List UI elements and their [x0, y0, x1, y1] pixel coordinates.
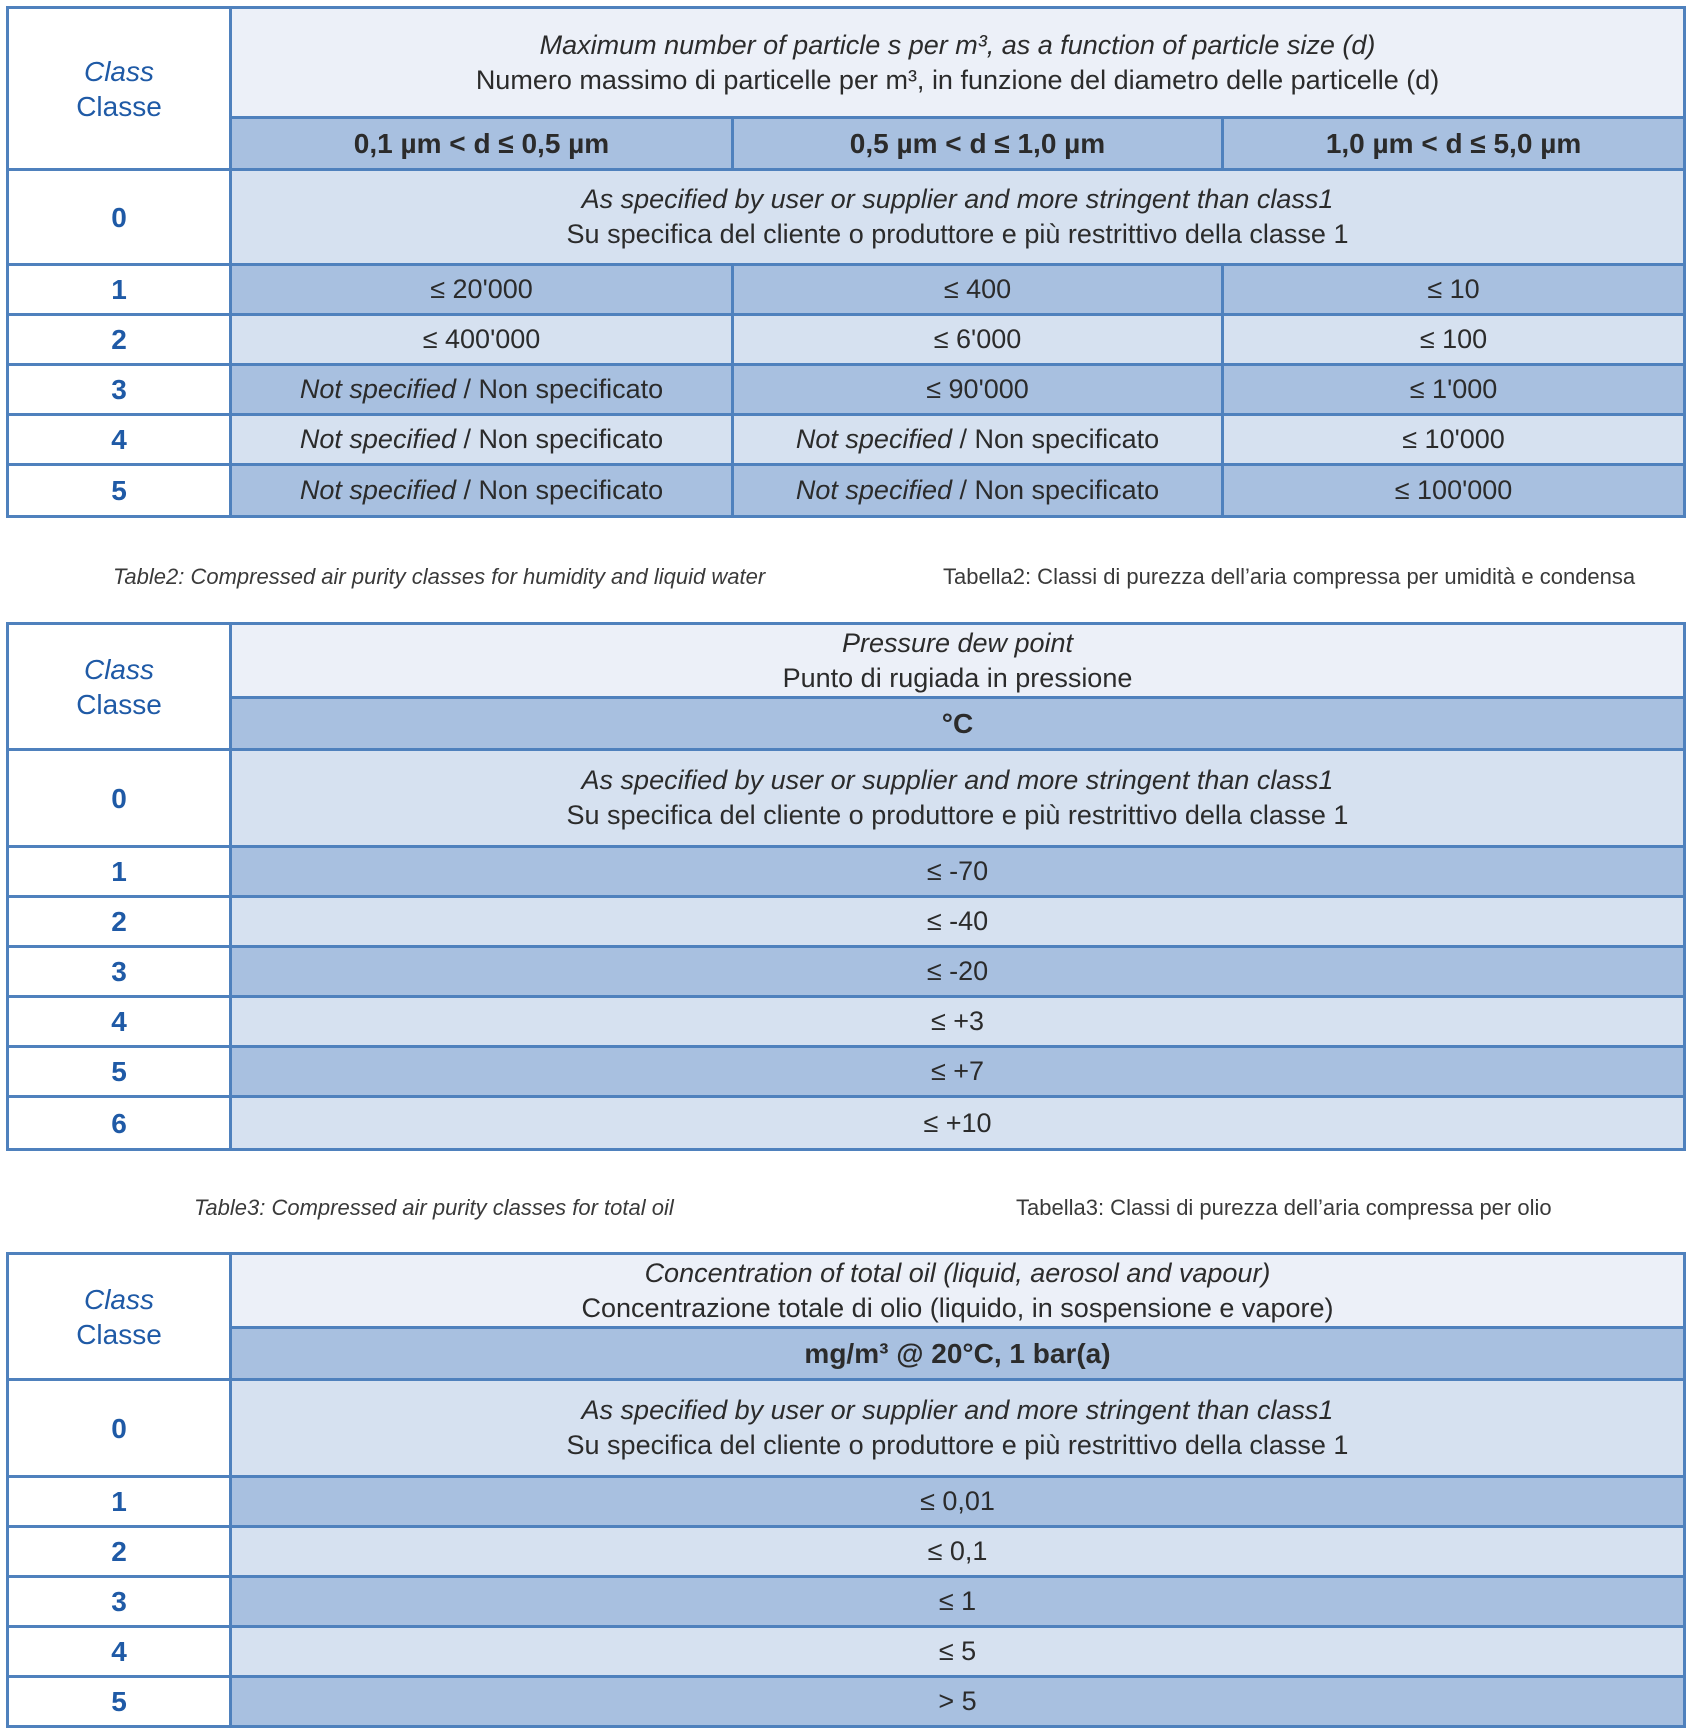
not-specified-cell	[733, 415, 1223, 465]
value-cell: ≤ 90'000	[733, 365, 1223, 415]
table2-header-it: Punto di rugiada in pressione	[782, 662, 1133, 693]
value-cell: ≤ 400'000	[231, 315, 733, 365]
column-header: 0,1 µm < d ≤ 0,5 µm	[231, 118, 733, 170]
class-number: 1	[8, 265, 231, 315]
class-number: 4	[8, 1627, 231, 1677]
table2-header-en: Pressure dew point	[841, 627, 1074, 658]
table-row	[8, 997, 1685, 1047]
value-cell: ≤ 10'000	[1223, 415, 1685, 465]
not-specified-en: Not specified	[299, 475, 456, 505]
class-number: 0	[8, 170, 231, 265]
stringent-en: As specified by user or supplier and more stringent than class1	[581, 184, 1334, 214]
value-cell: ≤ -20	[231, 947, 1685, 997]
table-row	[8, 1677, 1685, 1727]
value-cell: ≤ 6'000	[733, 315, 1223, 365]
table1-header-it: Numero massimo di particelle per m³, in funzione del diametro delle particelle (d)	[475, 64, 1440, 95]
stringent-it: Su specifica del cliente o produttore e più restrittivo della classe 1	[566, 800, 1349, 830]
not-specified-cell	[231, 415, 733, 465]
class-number: 3	[8, 1577, 231, 1627]
not-specified-it: Non specificato	[478, 475, 664, 505]
unit-header: °C	[231, 698, 1685, 750]
class-number: 0	[8, 750, 231, 847]
class-number: 0	[8, 1380, 231, 1477]
column-header: 0,5 µm < d ≤ 1,0 µm	[733, 118, 1223, 170]
table-row	[8, 847, 1685, 897]
class-number: 5	[8, 1047, 231, 1097]
stringent-note	[231, 170, 1685, 265]
stringent-en: As specified by user or supplier and more stringent than class1	[581, 765, 1334, 795]
value-cell: ≤ +7	[231, 1047, 1685, 1097]
class-header	[8, 8, 231, 170]
table-row	[8, 1047, 1685, 1097]
stringent-it: Su specifica del cliente o produttore e più restrittivo della classe 1	[566, 1430, 1349, 1460]
table2-caption-it: Tabella2: Classi di purezza dell’aria compressa per umidità e condensa	[943, 564, 1636, 589]
class-number: 5	[8, 465, 231, 517]
table-row	[8, 1527, 1685, 1577]
class-number: 1	[8, 847, 231, 897]
not-specified-en: Not specified	[795, 424, 952, 454]
class-label-it: Classe	[76, 1318, 162, 1350]
class-number: 2	[8, 315, 231, 365]
stringent-note	[231, 750, 1685, 847]
value-cell: ≤ -70	[231, 847, 1685, 897]
value-cell: ≤ 1'000	[1223, 365, 1685, 415]
table3-header-en: Concentration of total oil (liquid, aerosol and vapour)	[644, 1257, 1271, 1288]
not-specified-it: Non specificato	[478, 374, 664, 404]
column-header: 1,0 µm < d ≤ 5,0 µm	[1223, 118, 1685, 170]
separator: /	[455, 374, 479, 404]
class-header	[8, 624, 231, 750]
not-specified-cell	[733, 465, 1223, 517]
not-specified-cell	[231, 365, 733, 415]
value-cell: ≤ 400	[733, 265, 1223, 315]
class-number: 3	[8, 947, 231, 997]
class-number: 3	[8, 365, 231, 415]
class-number: 4	[8, 415, 231, 465]
table-row	[8, 1477, 1685, 1527]
table3-caption-it: Tabella3: Classi di purezza dell’aria compressa per olio	[1016, 1195, 1552, 1220]
table1-header-en: Maximum number of particle s per m³, as a function of particle size (d)	[539, 29, 1376, 60]
value-cell: ≤ 0,1	[231, 1527, 1685, 1577]
class-label-it: Classe	[76, 90, 162, 122]
table2-header	[231, 624, 1685, 698]
unit-header: mg/m³ @ 20°C, 1 bar(a)	[231, 1328, 1685, 1380]
oil-table	[6, 1252, 1686, 1728]
value-cell: > 5	[231, 1677, 1685, 1727]
table3-caption-en: Table3: Compressed air purity classes for total oil	[194, 1195, 674, 1220]
table-row	[8, 947, 1685, 997]
not-specified-it: Non specificato	[974, 475, 1160, 505]
value-cell: ≤ +10	[231, 1097, 1685, 1150]
particle-table	[6, 6, 1686, 518]
value-cell: ≤ 0,01	[231, 1477, 1685, 1527]
class-number: 2	[8, 897, 231, 947]
class-number: 1	[8, 1477, 231, 1527]
stringent-it: Su specifica del cliente o produttore e più restrittivo della classe 1	[566, 219, 1349, 249]
table1-header	[231, 8, 1685, 118]
class-number: 5	[8, 1677, 231, 1727]
value-cell: ≤ 10	[1223, 265, 1685, 315]
value-cell: ≤ 100	[1223, 315, 1685, 365]
separator: /	[455, 475, 479, 505]
class-number: 4	[8, 997, 231, 1047]
table3-header	[231, 1254, 1685, 1328]
not-specified-it: Non specificato	[478, 424, 664, 454]
table-row	[8, 1097, 1685, 1150]
table3-header-it: Concentrazione totale di olio (liquido, in sospensione e vapore)	[581, 1292, 1334, 1323]
not-specified-cell	[231, 465, 733, 517]
value-cell: ≤ 20'000	[231, 265, 733, 315]
table-row	[8, 1627, 1685, 1677]
value-cell: ≤ 100'000	[1223, 465, 1685, 517]
stringent-en: As specified by user or supplier and more stringent than class1	[581, 1395, 1334, 1425]
table-row	[8, 315, 1685, 365]
not-specified-en: Not specified	[299, 374, 456, 404]
value-cell: ≤ 5	[231, 1627, 1685, 1677]
separator: /	[455, 424, 479, 454]
separator: /	[951, 475, 975, 505]
class-label-it: Classe	[76, 688, 162, 720]
table-row	[8, 265, 1685, 315]
separator: /	[951, 424, 975, 454]
table-row	[8, 897, 1685, 947]
not-specified-en: Not specified	[795, 475, 952, 505]
table-row	[8, 465, 1685, 517]
class-label-en: Class	[83, 653, 154, 685]
class-label-en: Class	[83, 1283, 154, 1315]
not-specified-it: Non specificato	[974, 424, 1160, 454]
table-row	[8, 415, 1685, 465]
value-cell: ≤ 1	[231, 1577, 1685, 1627]
class-header	[8, 1254, 231, 1380]
value-cell: ≤ +3	[231, 997, 1685, 1047]
table-row	[8, 365, 1685, 415]
table2-caption-en: Table2: Compressed air purity classes for humidity and liquid water	[113, 564, 766, 589]
stringent-note	[231, 1380, 1685, 1477]
table-row	[8, 1577, 1685, 1627]
class-number: 2	[8, 1527, 231, 1577]
class-label-en: Class	[83, 55, 154, 87]
value-cell: ≤ -40	[231, 897, 1685, 947]
dew-point-table	[6, 622, 1686, 1151]
class-number: 6	[8, 1097, 231, 1150]
not-specified-en: Not specified	[299, 424, 456, 454]
